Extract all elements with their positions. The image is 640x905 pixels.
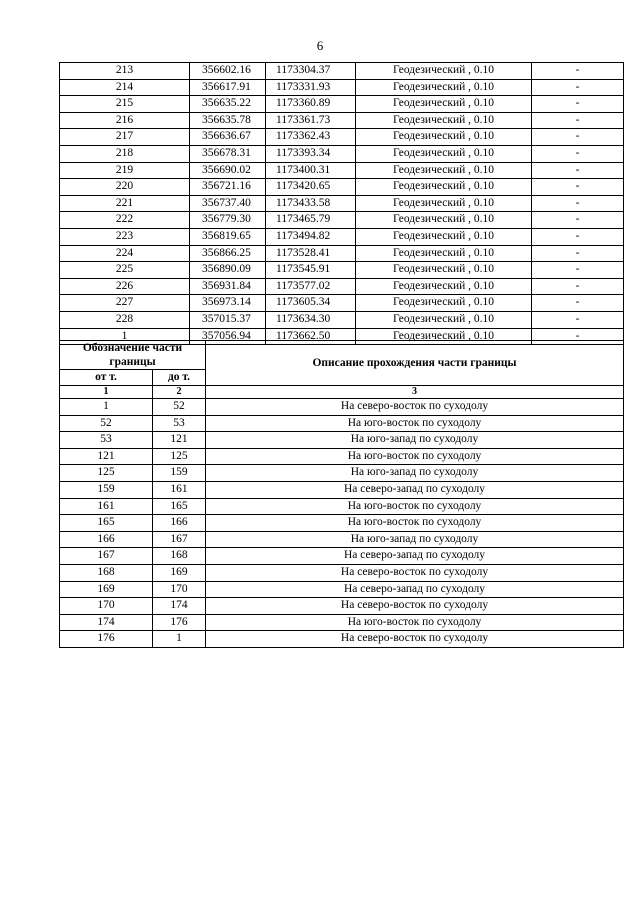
y-coordinate-cell: 1173400.31 [266,162,356,179]
x-coordinate-cell: 356636.67 [190,129,266,146]
extra-cell: - [532,228,624,245]
description-cell: На северо-запад по суходолу [206,548,624,565]
extra-cell: - [532,311,624,328]
column-number-2: 2 [153,386,206,399]
description-cell: На юго-запад по суходолу [206,465,624,482]
point-number-cell: 218 [60,145,190,162]
y-coordinate-cell: 1173331.93 [266,79,356,96]
to-point-cell: 1 [153,631,206,648]
description-cell: На юго-запад по суходолу [206,531,624,548]
table-row [60,63,624,80]
point-number-cell: 216 [60,112,190,129]
x-coordinate-cell: 356973.14 [190,295,266,312]
point-number-cell: 221 [60,195,190,212]
to-point-cell: 169 [153,564,206,581]
x-coordinate-cell: 356678.31 [190,145,266,162]
method-cell: Геодезический , 0.10 [356,262,532,279]
point-number-cell: 228 [60,311,190,328]
y-coordinate-cell: 1173362.43 [266,129,356,146]
table-row [60,245,624,262]
y-coordinate-cell: 1173433.58 [266,195,356,212]
x-coordinate-cell: 356617.91 [190,79,266,96]
table-row [60,295,624,312]
y-coordinate-cell: 1173634.30 [266,311,356,328]
from-point-cell: 161 [60,498,153,515]
method-cell: Геодезический , 0.10 [356,245,532,262]
description-cell: На северо-запад по суходолу [206,581,624,598]
to-point-cell: 125 [153,448,206,465]
x-coordinate-cell: 356866.25 [190,245,266,262]
table-row [60,581,624,598]
table-row [60,278,624,295]
y-coordinate-cell: 1173545.91 [266,262,356,279]
boundary-part-designation-header: Обозначение части границы [60,341,206,370]
table-row [60,162,624,179]
page-number: 6 [316,38,324,53]
description-cell: На северо-восток по суходолу [206,598,624,615]
description-cell: На юго-запад по суходолу [206,432,624,449]
extra-cell: - [532,162,624,179]
to-point-cell: 168 [153,548,206,565]
table-row [60,481,624,498]
x-coordinate-cell: 356931.84 [190,278,266,295]
from-point-cell: 121 [60,448,153,465]
y-coordinate-cell: 1173494.82 [266,228,356,245]
table-row [60,598,624,615]
from-point-cell: 53 [60,432,153,449]
y-coordinate-cell: 1173393.34 [266,145,356,162]
method-cell: Геодезический , 0.10 [356,112,532,129]
x-coordinate-cell: 356690.02 [190,162,266,179]
table-row [60,614,624,631]
point-number-cell: 217 [60,129,190,146]
point-number-cell: 213 [60,63,190,80]
to-point-cell: 52 [153,399,206,416]
y-coordinate-cell: 1173304.37 [266,63,356,80]
method-cell: Геодезический , 0.10 [356,129,532,146]
x-coordinate-cell: 356721.16 [190,179,266,196]
to-point-cell: 170 [153,581,206,598]
to-point-cell: 165 [153,498,206,515]
method-cell: Геодезический , 0.10 [356,195,532,212]
extra-cell: - [532,96,624,113]
table-row [60,465,624,482]
boundary-parts-table-body [60,399,624,648]
x-coordinate-cell: 356602.16 [190,63,266,80]
method-cell: Геодезический , 0.10 [356,79,532,96]
extra-cell: - [532,295,624,312]
table-row [60,112,624,129]
from-point-cell: 125 [60,465,153,482]
point-number-cell: 215 [60,96,190,113]
column-number-1: 1 [60,386,153,399]
description-cell: На северо-запад по суходолу [206,481,624,498]
table-row [60,631,624,648]
point-number-cell: 214 [60,79,190,96]
extra-cell: - [532,63,624,80]
table-row [60,564,624,581]
y-coordinate-cell: 1173360.89 [266,96,356,113]
method-cell: Геодезический , 0.10 [356,228,532,245]
x-coordinate-cell: 356819.65 [190,228,266,245]
description-cell: На северо-восток по суходолу [206,399,624,416]
method-cell: Геодезический , 0.10 [356,295,532,312]
method-cell: Геодезический , 0.10 [356,179,532,196]
y-coordinate-cell: 1173577.02 [266,278,356,295]
extra-cell: - [532,195,624,212]
x-coordinate-cell: 356635.78 [190,112,266,129]
x-coordinate-cell: 357015.37 [190,311,266,328]
to-point-cell: 166 [153,515,206,532]
to-point-cell: 174 [153,598,206,615]
coordinates-table-body [60,63,624,345]
description-cell: На юго-восток по суходолу [206,498,624,515]
table-row [60,262,624,279]
description-cell: На юго-восток по суходолу [206,515,624,532]
point-number-cell: 219 [60,162,190,179]
table-row [60,79,624,96]
to-point-cell: 121 [153,432,206,449]
description-cell: На юго-восток по суходолу [206,448,624,465]
extra-cell: - [532,129,624,146]
from-point-cell: 174 [60,614,153,631]
x-coordinate-cell: 356635.22 [190,96,266,113]
point-number-cell: 225 [60,262,190,279]
x-coordinate-cell: 356737.40 [190,195,266,212]
column-number-3: 3 [206,386,624,399]
x-coordinate-cell: 356779.30 [190,212,266,229]
from-point-cell: 168 [60,564,153,581]
method-cell: Геодезический , 0.10 [356,311,532,328]
description-cell: На юго-восток по суходолу [206,614,624,631]
table-row [60,179,624,196]
table-row [60,448,624,465]
to-point-header: до т. [153,370,206,386]
x-coordinate-cell: 356890.09 [190,262,266,279]
y-coordinate-cell: 1173361.73 [266,112,356,129]
point-number-cell: 1 [60,328,190,345]
method-cell: Геодезический , 0.10 [356,278,532,295]
table-row [60,129,624,146]
description-cell: На северо-восток по суходолу [206,564,624,581]
coordinates-table [59,62,624,345]
method-cell: Геодезический , 0.10 [356,96,532,113]
extra-cell: - [532,262,624,279]
method-cell: Геодезический , 0.10 [356,162,532,179]
to-point-cell: 53 [153,415,206,432]
point-number-cell: 222 [60,212,190,229]
to-point-cell: 167 [153,531,206,548]
extra-cell: - [532,179,624,196]
from-point-cell: 169 [60,581,153,598]
method-cell: Геодезический , 0.10 [356,63,532,80]
from-point-header: от т. [60,370,153,386]
point-number-cell: 227 [60,295,190,312]
table-row [60,145,624,162]
to-point-cell: 176 [153,614,206,631]
method-cell: Геодезический , 0.10 [356,145,532,162]
y-coordinate-cell: 1173605.34 [266,295,356,312]
table-row [60,212,624,229]
method-cell: Геодезический , 0.10 [356,328,532,345]
extra-cell: - [532,145,624,162]
point-number-cell: 224 [60,245,190,262]
from-point-cell: 166 [60,531,153,548]
boundary-part-description-header: Описание прохождения части границы [206,341,624,386]
table-row [60,228,624,245]
table-row [60,498,624,515]
table-row [60,531,624,548]
extra-cell: - [532,328,624,345]
table-row [60,415,624,432]
extra-cell: - [532,278,624,295]
table-row [60,311,624,328]
table-row [60,96,624,113]
from-point-cell: 167 [60,548,153,565]
method-cell: Геодезический , 0.10 [356,212,532,229]
point-number-cell: 220 [60,179,190,196]
extra-cell: - [532,112,624,129]
point-number-cell: 223 [60,228,190,245]
table-row [60,515,624,532]
from-point-cell: 52 [60,415,153,432]
y-coordinate-cell: 1173420.65 [266,179,356,196]
x-coordinate-cell: 357056.94 [190,328,266,345]
from-point-cell: 170 [60,598,153,615]
table-row [60,399,624,416]
point-number-cell: 226 [60,278,190,295]
table-row [60,548,624,565]
from-point-cell: 176 [60,631,153,648]
table-row [60,195,624,212]
y-coordinate-cell: 1173465.79 [266,212,356,229]
extra-cell: - [532,212,624,229]
y-coordinate-cell: 1173662.50 [266,328,356,345]
from-point-cell: 165 [60,515,153,532]
table-row [60,432,624,449]
boundary-parts-table [59,340,624,648]
to-point-cell: 159 [153,465,206,482]
to-point-cell: 161 [153,481,206,498]
description-cell: На северо-восток по суходолу [206,631,624,648]
y-coordinate-cell: 1173528.41 [266,245,356,262]
extra-cell: - [532,79,624,96]
extra-cell: - [532,245,624,262]
description-cell: На юго-восток по суходолу [206,415,624,432]
from-point-cell: 159 [60,481,153,498]
from-point-cell: 1 [60,399,153,416]
